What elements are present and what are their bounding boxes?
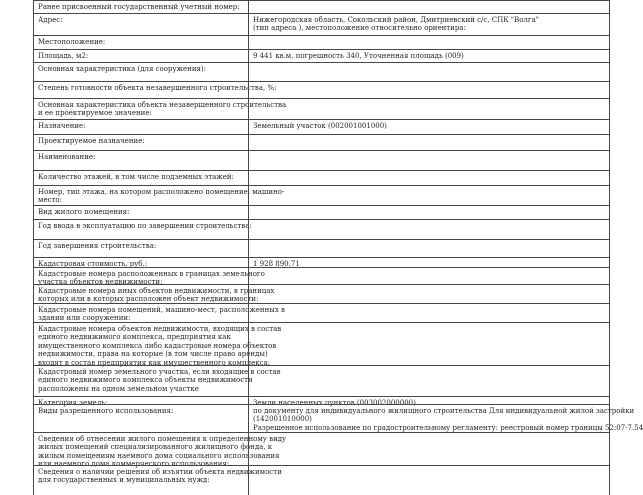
field-label-cell	[33, 36, 248, 49]
field-label: Сведения о наличии решения об изъятии объекта недвижимости	[38, 468, 282, 476]
field-value-cell	[248, 268, 610, 284]
table-row	[33, 396, 610, 407]
field-label: участка объектов недвижимости:	[38, 278, 163, 287]
field-value-cell	[248, 1, 610, 13]
field-value-cell	[248, 36, 610, 49]
table-row	[33, 185, 610, 205]
field-value-cell	[248, 14, 610, 35]
field-label: Основная характеристика объекта незавершенного строительства	[38, 101, 287, 109]
field-label-cell	[33, 405, 248, 432]
field-value-cell	[248, 240, 610, 257]
field-label: Виды разрешенного использования:	[38, 407, 174, 415]
field-value: Нижегородская область, Сокольский район, Дмитриевский с/с, СПК "Волга"	[253, 16, 539, 24]
table-row	[33, 49, 610, 62]
field-label: Год завершения строительства:	[38, 242, 157, 250]
table-row	[33, 0, 610, 13]
table-row	[33, 404, 643, 432]
table-row	[33, 257, 610, 267]
field-label: Местоположение:	[38, 38, 106, 46]
field-value-cell	[248, 50, 610, 62]
field-label: Кадастровые номера расположенных в границах земельного	[38, 270, 265, 278]
table-row	[33, 62, 610, 81]
field-label: Категория земель:	[38, 399, 108, 407]
field-label-cell	[33, 220, 252, 239]
table-row	[33, 284, 610, 303]
field-value-cell	[248, 285, 610, 303]
field-label: Количество этажей, в том числе подземных этажей:	[38, 173, 234, 181]
table-row	[33, 365, 610, 396]
field-value: 1 928 890.71	[253, 260, 300, 268]
field-label-cell	[33, 397, 248, 407]
field-label: Год ввода в эксплуатацию по завершении строительства:	[38, 222, 252, 230]
field-value: 9 441 кв.м, погрешность 340, Уточненная площадь (009)	[253, 52, 464, 60]
table-row	[33, 267, 610, 287]
field-value-cell	[248, 63, 610, 81]
field-value-cell	[248, 171, 610, 185]
field-label-cell	[33, 366, 281, 396]
field-value-cell	[248, 258, 610, 267]
field-label: здании или сооружении:	[38, 314, 131, 323]
table-row	[33, 13, 610, 35]
field-value-cell	[248, 433, 610, 465]
field-label: Основная характеристика (для сооружения):	[38, 65, 206, 73]
field-label: Кадастровый номер земельного участка, если входящие в состав	[38, 368, 281, 376]
table-row	[33, 81, 610, 98]
table-row	[33, 119, 610, 134]
field-value-cell	[248, 99, 610, 119]
field-label: Кадастровые номера иных объектов недвижимости, в границах	[38, 287, 275, 295]
field-value-cell	[248, 151, 610, 170]
field-label-cell	[33, 323, 282, 367]
field-value: (тип адреса ), местоположение относительно ориентира:	[253, 24, 466, 33]
field-label-cell	[33, 285, 275, 304]
property-record-sheet	[33, 0, 643, 485]
field-value-cell	[248, 466, 610, 495]
field-label: расположены на одном земельном участке	[38, 384, 199, 393]
field-label-cell	[33, 186, 285, 205]
field-label-cell	[33, 63, 248, 81]
field-value-cell	[248, 397, 610, 407]
field-label: которых или в которых расположен объект недвижимости:	[38, 295, 259, 304]
field-label: Вид жилого помещения:	[38, 208, 130, 216]
field-label: Кадастровая стоимость, руб.:	[38, 260, 148, 268]
field-value: по документу для индивидуального жилищного строительства Для индивидуальной жилой застройки	[253, 407, 635, 415]
field-label-cell	[33, 268, 265, 287]
field-value: Земли населенных пунктов (003002000000)	[253, 399, 416, 407]
table-row	[33, 150, 610, 170]
table-row	[33, 205, 610, 219]
field-value: (142001010000)	[253, 415, 312, 424]
field-label: Проектируемое назначение:	[38, 137, 145, 145]
field-value-cell	[248, 206, 610, 219]
field-value-cell	[248, 323, 610, 365]
field-label: Кадастровые номера объектов недвижимости, входящих в состав	[38, 325, 282, 333]
field-label-cell	[33, 135, 248, 150]
field-label: Площадь, м2:	[38, 52, 89, 60]
field-label-cell	[33, 304, 285, 323]
field-label-cell	[33, 14, 248, 35]
field-label-cell	[33, 466, 282, 495]
field-value: Разрешенное использование по градостроительному регламенту: реестровый номер границы 52:07-7.54	[253, 423, 643, 432]
field-label: недвижимости, права на которые (в том числе право аренды)	[38, 350, 268, 359]
field-label-cell	[33, 206, 248, 219]
field-value-cell	[248, 220, 610, 239]
field-label: место:	[38, 196, 62, 205]
field-label: жилым помещениям наемного дома социального использования	[38, 451, 280, 460]
field-label: или наемного дома коммерческого использования:	[38, 460, 230, 469]
table-row	[33, 134, 610, 150]
field-label: Назначение:	[38, 122, 86, 130]
field-label: Номер, тип этажа, на котором расположено помещение, машино-	[38, 188, 285, 196]
field-label: имущественного комплекса либо кадастровые номера объектов	[38, 341, 277, 350]
field-label-cell	[33, 120, 248, 134]
field-value-cell	[248, 82, 610, 98]
field-label: и ее проектируемое значение:	[38, 109, 152, 118]
field-value: Земельный участок (002001001000)	[253, 122, 387, 130]
field-label: жилых помещений специализированного жилищного фонда, к	[38, 443, 273, 452]
field-label: входят в состав предприятия как имущественного комплекса:	[38, 358, 271, 367]
field-label: для государственных и муниципальных нужд:	[38, 476, 210, 485]
table-row	[33, 465, 610, 495]
table-row	[33, 35, 610, 49]
table-row	[33, 322, 610, 365]
field-label: Степень готовности объекта незавершенного строительства, %:	[38, 84, 277, 92]
field-label-cell	[33, 433, 287, 469]
field-value-cell	[248, 120, 610, 134]
table-row	[33, 98, 610, 119]
table-row	[33, 170, 610, 185]
field-label: Сведения об отнесении жилого помещения к определенному виду	[38, 435, 287, 443]
field-label-cell	[33, 50, 248, 62]
field-label-cell	[33, 99, 287, 119]
field-label: Адрес:	[38, 16, 63, 24]
table-row	[33, 239, 610, 257]
field-value-cell	[248, 304, 610, 322]
field-label-cell	[33, 1, 248, 13]
field-value-cell	[248, 366, 610, 396]
field-value-cell	[248, 135, 610, 150]
field-label: единого недвижимого комплекса объекты недвижимости	[38, 376, 253, 385]
field-label: Наименование:	[38, 153, 96, 161]
field-label-cell	[33, 258, 248, 267]
table-row	[33, 432, 610, 469]
field-label: единого недвижимого комплекса, предприятия как	[38, 333, 231, 342]
field-label: Ранее присвоенный государственный учетный номер:	[38, 3, 240, 11]
field-label-cell	[33, 151, 248, 170]
table-row	[33, 303, 610, 322]
field-label-cell	[33, 171, 248, 185]
field-label: Кадастровые номера помещений, машино-мест, расположенных в	[38, 306, 285, 314]
field-label-cell	[33, 240, 248, 257]
field-value-cell	[248, 186, 610, 205]
table-row	[33, 219, 610, 239]
field-label-cell	[33, 82, 277, 98]
field-value-cell	[248, 405, 643, 432]
